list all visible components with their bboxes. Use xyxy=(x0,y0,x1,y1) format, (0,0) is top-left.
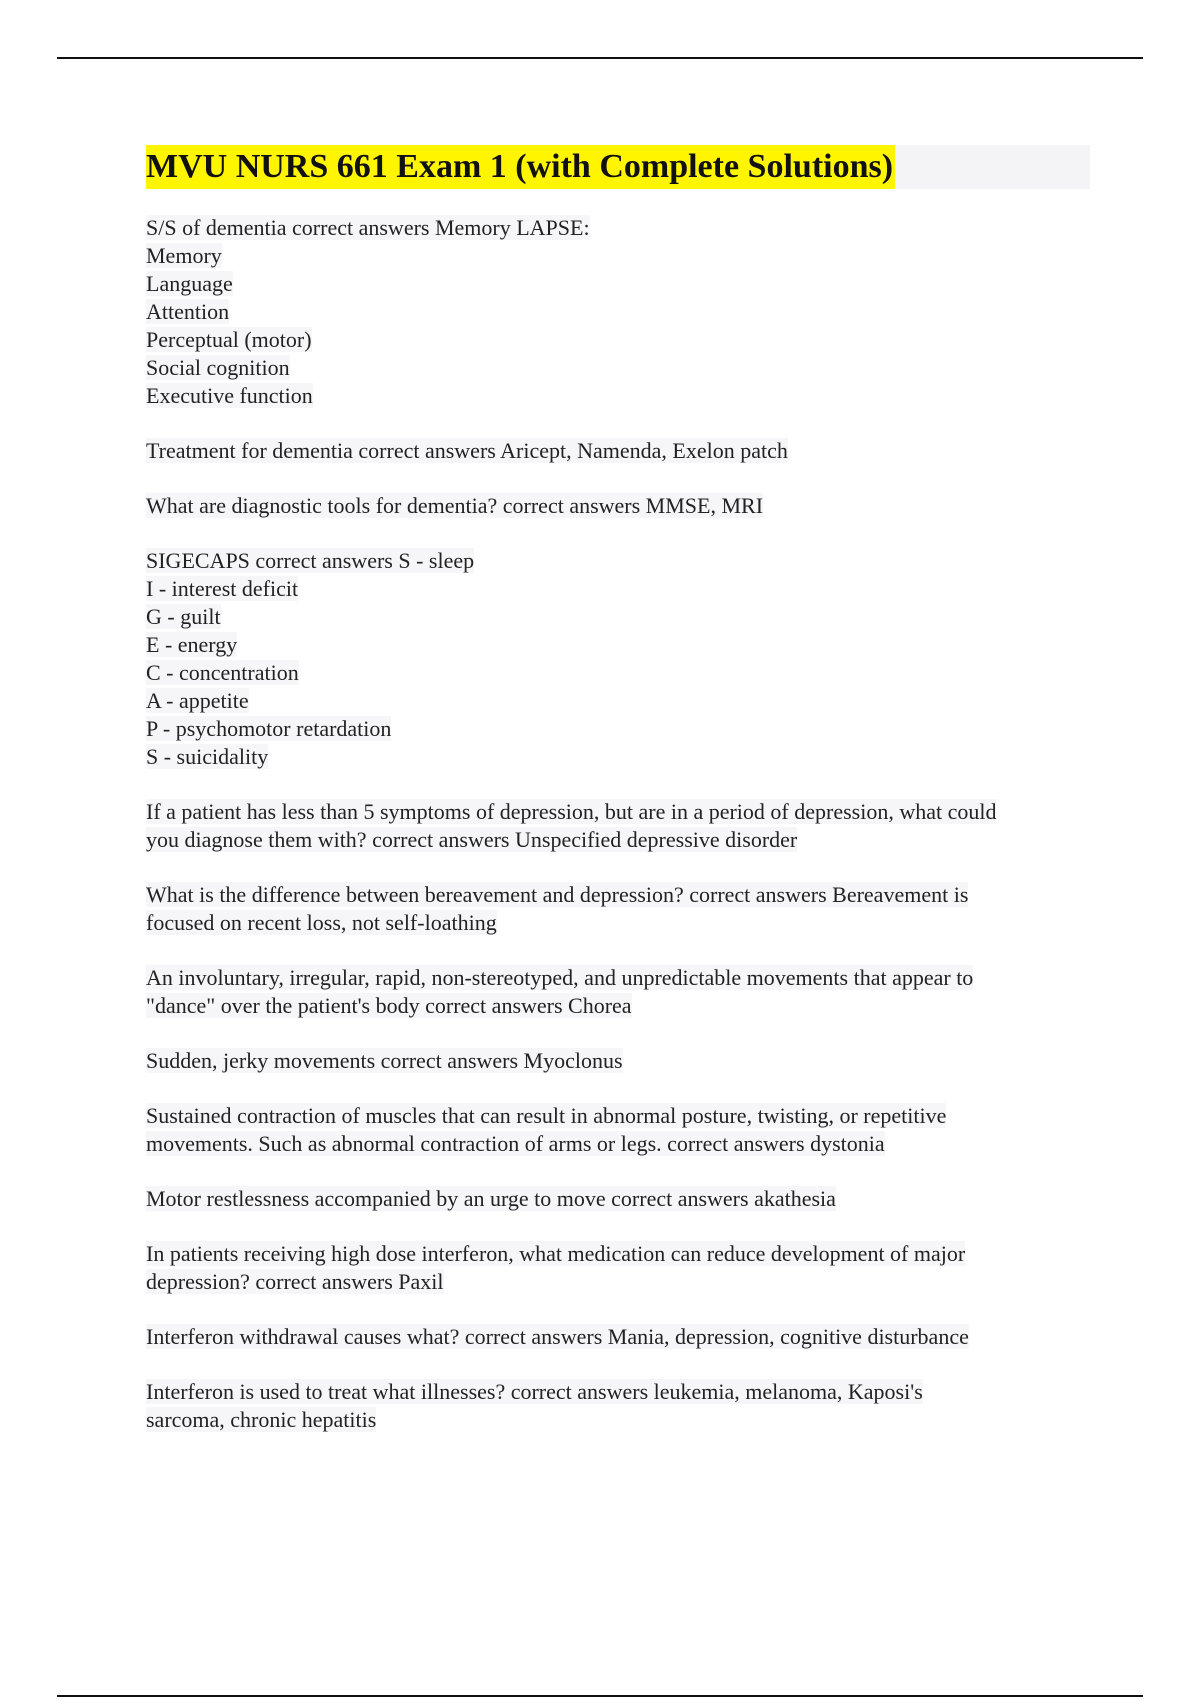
qa-line xyxy=(146,547,1090,575)
title-band xyxy=(146,145,1090,189)
qa-line xyxy=(146,382,1090,410)
qa-line-text: In patients receiving high dose interferon, what medication can reduce development of major xyxy=(146,1241,966,1266)
qa-line-text: Interferon withdrawal causes what? correct answers Mania, depression, cognitive disturbance xyxy=(146,1324,969,1349)
qa-line-text: C - concentration xyxy=(146,660,299,685)
qa-line xyxy=(146,326,1090,354)
qa-line-text: P - psychomotor retardation xyxy=(146,716,392,741)
qa-line-text: A - appetite xyxy=(146,688,249,713)
qa-line-text: Perceptual (motor) xyxy=(146,327,312,352)
qa-line xyxy=(146,1102,1090,1130)
qa-line xyxy=(146,743,1090,771)
qa-line xyxy=(146,687,1090,715)
qa-line-text: What are diagnostic tools for dementia? correct answers MMSE, MRI xyxy=(146,493,764,518)
qa-line-text: E - energy xyxy=(146,632,238,657)
qa-entry xyxy=(146,798,1090,854)
qa-line xyxy=(146,631,1090,659)
qa-line-text: S/S of dementia correct answers Memory LAPSE: xyxy=(146,215,590,240)
qa-line-text: Executive function xyxy=(146,383,313,408)
qa-line-text: Language xyxy=(146,271,233,296)
bottom-rule xyxy=(57,1695,1143,1697)
qa-line xyxy=(146,798,1090,826)
qa-line xyxy=(146,437,1090,465)
qa-line xyxy=(146,603,1090,631)
qa-line xyxy=(146,1406,1090,1434)
qa-line xyxy=(146,1185,1090,1213)
qa-line-text: Social cognition xyxy=(146,355,290,380)
qa-line xyxy=(146,492,1090,520)
qa-list xyxy=(146,214,1090,1434)
qa-line xyxy=(146,826,1090,854)
qa-line xyxy=(146,214,1090,242)
qa-line-text: Memory xyxy=(146,243,222,268)
qa-line-text: SIGECAPS correct answers S - sleep xyxy=(146,548,475,573)
qa-line-text: you diagnose them with? correct answers Unspecified depressive disorder xyxy=(146,827,798,852)
qa-line-text: depression? correct answers Paxil xyxy=(146,1269,444,1294)
qa-line-text: I - interest deficit xyxy=(146,576,299,601)
qa-line-text: S - suicidality xyxy=(146,744,269,769)
qa-line-text: Motor restlessness accompanied by an urge to move correct answers akathesia xyxy=(146,1186,836,1211)
qa-line-text: What is the difference between bereavement and depression? correct answers Bereavement is xyxy=(146,882,969,907)
qa-line xyxy=(146,298,1090,326)
qa-line xyxy=(146,909,1090,937)
qa-line xyxy=(146,659,1090,687)
qa-line xyxy=(146,1323,1090,1351)
qa-entry xyxy=(146,1240,1090,1296)
qa-line-text: G - guilt xyxy=(146,604,221,629)
qa-line-text: Interferon is used to treat what illnesses? correct answers leukemia, melanoma, Kaposi's xyxy=(146,1379,923,1404)
qa-entry xyxy=(146,881,1090,937)
qa-entry xyxy=(146,437,1090,465)
qa-line-text: movements. Such as abnormal contraction of arms or legs. correct answers dystonia xyxy=(146,1131,885,1156)
qa-entry xyxy=(146,214,1090,410)
qa-line-text: Sudden, jerky movements correct answers Myoclonus xyxy=(146,1048,623,1073)
qa-line xyxy=(146,1268,1090,1296)
qa-entry xyxy=(146,1378,1090,1434)
qa-line xyxy=(146,1378,1090,1406)
qa-line xyxy=(146,715,1090,743)
qa-line-text: focused on recent loss, not self-loathing xyxy=(146,910,497,935)
qa-line xyxy=(146,1047,1090,1075)
qa-line-text: Attention xyxy=(146,299,230,324)
top-rule xyxy=(57,57,1143,59)
qa-entry xyxy=(146,1323,1090,1351)
qa-line xyxy=(146,575,1090,603)
qa-line-text: Sustained contraction of muscles that can result in abnormal posture, twisting, or repetitive xyxy=(146,1103,947,1128)
qa-line-text: If a patient has less than 5 symptoms of depression, but are in a period of depression, what could xyxy=(146,799,997,824)
qa-line-text: "dance" over the patient's body correct answers Chorea xyxy=(146,993,632,1018)
qa-line xyxy=(146,881,1090,909)
qa-entry xyxy=(146,492,1090,520)
document-body xyxy=(146,145,1090,1461)
qa-entry xyxy=(146,1185,1090,1213)
qa-entry xyxy=(146,1102,1090,1158)
qa-entry xyxy=(146,964,1090,1020)
qa-entry xyxy=(146,547,1090,771)
qa-line-text: An involuntary, irregular, rapid, non-stereotyped, and unpredictable movements that appear to xyxy=(146,965,974,990)
qa-line xyxy=(146,1130,1090,1158)
qa-line xyxy=(146,354,1090,382)
qa-line xyxy=(146,964,1090,992)
qa-line xyxy=(146,270,1090,298)
qa-line xyxy=(146,992,1090,1020)
qa-line xyxy=(146,1240,1090,1268)
qa-line-text: sarcoma, chronic hepatitis xyxy=(146,1407,377,1432)
qa-entry xyxy=(146,1047,1090,1075)
qa-line xyxy=(146,242,1090,270)
document-title: MVU NURS 661 Exam 1 (with Complete Solutions) xyxy=(146,145,895,189)
qa-line-text: Treatment for dementia correct answers Aricept, Namenda, Exelon patch xyxy=(146,438,788,463)
